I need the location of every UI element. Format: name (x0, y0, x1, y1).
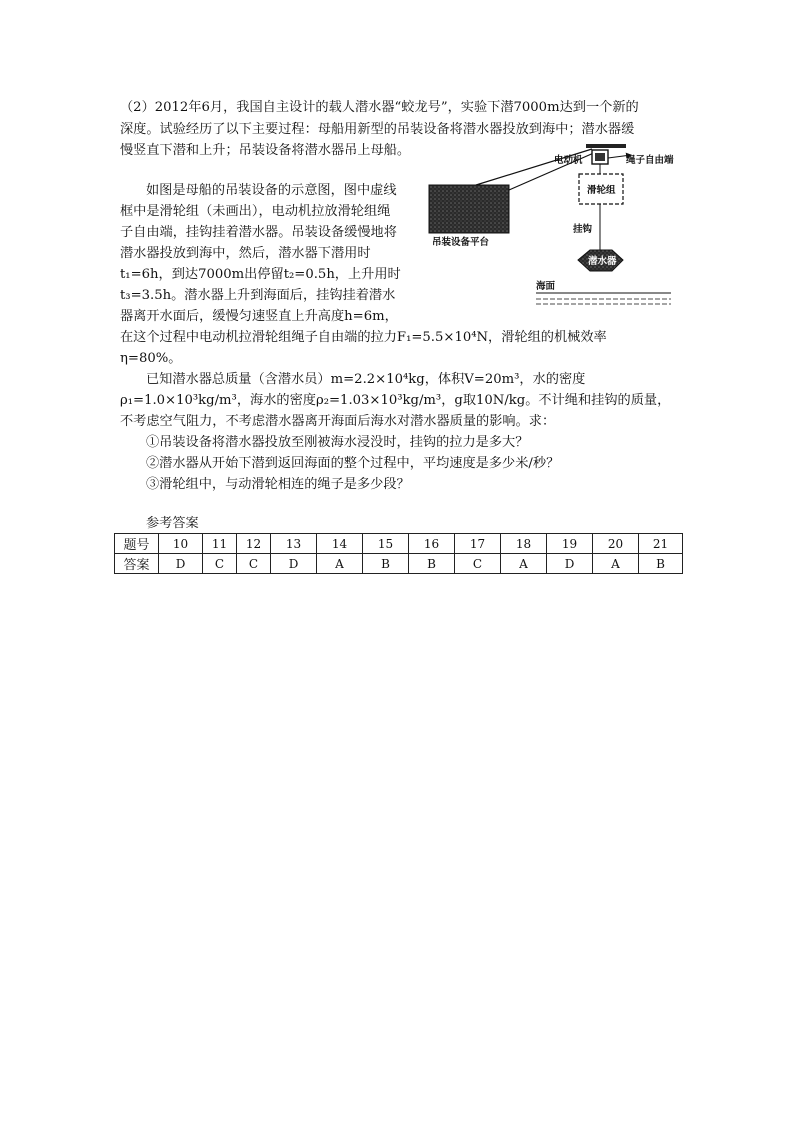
motor-core (595, 153, 605, 161)
answer-cell: B (363, 554, 409, 574)
answer-cell: C (203, 554, 237, 574)
desc-line-8: 在这个过程中电动机拉滑轮组绳子自由端的拉力F₁=5.5×10⁴N，滑轮组的机械效率 (120, 330, 607, 345)
rope-free-end-label: 绳子自由端 (626, 155, 674, 166)
question-number: 12 (237, 534, 271, 554)
answer-cell: A (593, 554, 639, 574)
question-2: ②潜水器从开始下潜到返回海面的整个过程中，平均速度是多少米/秒？ (146, 456, 560, 471)
desc-line-2: 框中是滑轮组（未画出），电动机拉放滑轮组绳 (120, 204, 391, 219)
intro-line-2: 深度。试验经历了以下主要过程：母船用新型的吊装设备将潜水器投放到海中；潜水器缓 (120, 122, 635, 137)
desc-line-5: t₁=6h，到达7000m出停留t₂=0.5h，上升用时 (120, 267, 401, 282)
motor-label: 电动机 (554, 155, 583, 166)
answer-cell: D (271, 554, 317, 574)
top-beam (586, 144, 626, 148)
intro-line-1: （2）2012年6月，我国自主设计的载人潜水器“蛟龙号”，实验下潜7000m达到一个新的 (120, 100, 639, 115)
desc-line-4: 潜水器投放到海中，然后，潜水器下潜用时 (120, 246, 371, 261)
question-number: 21 (639, 534, 683, 554)
answer-cell: D (159, 554, 203, 574)
answer-cell: A (501, 554, 547, 574)
question-number: 18 (501, 534, 547, 554)
answer-cell: B (639, 554, 683, 574)
submersible-label: 潜水器 (588, 256, 617, 267)
desc-line-1: 如图是母船的吊装设备的示意图，图中虚线 (146, 183, 397, 198)
question-row-label: 题号 (115, 534, 159, 554)
answers-title: 参考答案 (146, 516, 199, 531)
question-1: ①吊装设备将潜水器投放至刚被海水浸没时，挂钩的拉力是多大？ (146, 435, 529, 450)
answer-table-question-row (115, 534, 683, 554)
lifting-equipment-diagram (426, 142, 676, 307)
question-number: 13 (271, 534, 317, 554)
question-number: 16 (409, 534, 455, 554)
platform-block (429, 185, 509, 233)
given-line-2: ρ₁=1.0×10³kg/m³，海水的密度ρ₂=1.03×10³kg/m³，g取10N/kg。不计绳和挂钩的质量， (120, 393, 671, 408)
intro-line-3: 慢竖直下潜和上升；吊装设备将潜水器吊上母船。 (120, 143, 411, 158)
question-number: 19 (547, 534, 593, 554)
given-line-1: 已知潜水器总质量（含潜水员）m=2.2×10⁴kg，体积V=20m³，水的密度 (146, 372, 586, 387)
platform-label: 吊装设备平台 (432, 237, 490, 248)
question-number: 15 (363, 534, 409, 554)
pulley-block-label: 滑轮组 (587, 185, 616, 196)
answer-table-answer-row (115, 554, 683, 574)
question-3: ③滑轮组中，与动滑轮相连的绳子是多少段？ (146, 477, 410, 492)
answer-row-label: 答案 (115, 554, 159, 574)
answer-cell: C (237, 554, 271, 574)
question-number: 11 (203, 534, 237, 554)
question-number: 20 (593, 534, 639, 554)
question-number: 17 (455, 534, 501, 554)
desc-line-9: η=80%。 (120, 351, 182, 366)
answer-cell: C (455, 554, 501, 574)
given-line-3: 不考虑空气阻力，不考虑潜水器离开海面后海水对潜水器质量的影响。求： (120, 414, 556, 429)
hook-label: 挂钩 (573, 224, 593, 235)
answer-table (114, 533, 683, 574)
answer-cell: D (547, 554, 593, 574)
desc-line-3: 子自由端，挂钩挂着潜水器。吊装设备缓慢地将 (120, 225, 397, 240)
answer-cell: A (317, 554, 363, 574)
desc-line-6: t₃=3.5h。潜水器上升到海面后，挂钩挂着潜水 (120, 288, 396, 303)
desc-line-7: 器离开水面后，缓慢匀速竖直上升高度h=6m， (120, 309, 398, 324)
question-number: 14 (317, 534, 363, 554)
sea-surface-label: 海面 (536, 281, 556, 292)
answer-cell: B (409, 554, 455, 574)
question-number: 10 (159, 534, 203, 554)
